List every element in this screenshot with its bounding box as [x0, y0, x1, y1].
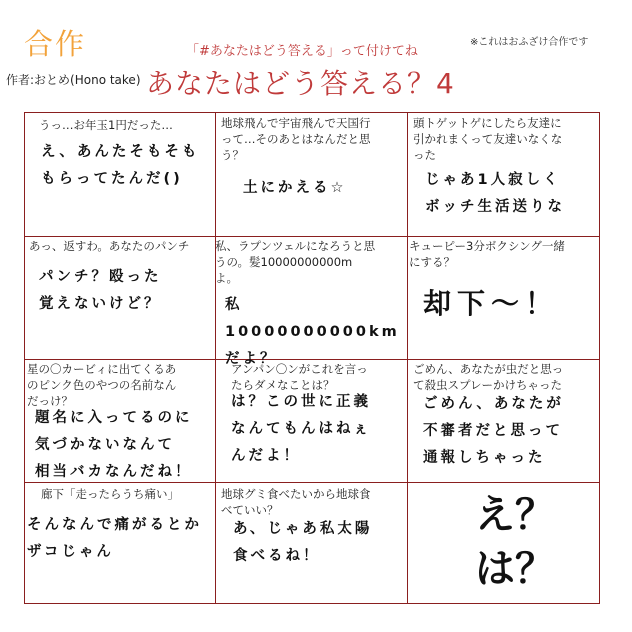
question-text: 頭トゲットゲにしたら友達に 引かれまくって友達いなくな った — [413, 116, 563, 162]
answer-text: そんなんで痛がるとか ザコじゃん — [27, 517, 202, 560]
answer-text: 土にかえる☆ — [243, 180, 347, 196]
question-text: ごめん、あなたが虫だと思っ て殺虫スプレーかけちゃった — [413, 362, 564, 392]
question-text: 地球飛んで宇宙飛んで天国行 って…そのあとはなんだと思 う？ — [221, 116, 371, 162]
qa-grid — [24, 112, 600, 604]
joke-collab-note: ※これはおふざけ合作です — [470, 37, 589, 48]
answer-text: パンチ？殴った 覚えないけど？ — [39, 269, 162, 312]
qa-cell — [25, 361, 215, 482]
qa-cell — [409, 238, 599, 359]
collab-title: 合作 — [24, 27, 87, 61]
hashtag-instruction: 「#あなたはどう答える」って付けてね — [186, 44, 418, 59]
page-title: あなたはどう答える？4 — [146, 67, 455, 100]
answer-text: え、あんたそもそも もらってたんだ() — [41, 144, 200, 187]
question-text: うっ…お年玉1円だった… — [39, 118, 173, 132]
question-text: 私、ラプンツェルになろうと思 うの。髪10000000000m よ。 — [215, 239, 376, 285]
question-text: 地球グミ食べたいから地球食 べていい？ — [221, 487, 371, 517]
qa-cell — [25, 238, 215, 359]
qa-cell — [409, 113, 599, 236]
question-text: 廊下「走ったらうち痛い」 — [41, 487, 179, 501]
grid-divider — [407, 113, 408, 603]
answer-text: 私10000000000km だよ？ — [225, 297, 400, 367]
qa-cell — [25, 484, 215, 603]
qa-cell — [25, 113, 215, 236]
answer-text: 却下〜！ — [423, 287, 560, 320]
answer-text: あ、じゃあ私太陽 食べるね！ — [233, 521, 373, 564]
qa-cell — [409, 361, 599, 482]
grid-divider — [215, 113, 216, 603]
grid-divider — [25, 236, 599, 237]
question-text: アンパン〇ンがこれを言っ たらダメなことは？ — [231, 362, 368, 392]
question-text: 星の〇カービィに出てくるあ のピンク色のやつの名前なん だっけ？ — [27, 362, 177, 408]
answer-text: え？ は？ — [475, 492, 555, 592]
qa-cell — [409, 484, 599, 603]
author-credit: 作者:おとめ(Hono take) — [6, 73, 141, 87]
qa-cell — [215, 238, 407, 367]
qa-cell — [217, 361, 407, 482]
qa-cell — [217, 113, 407, 236]
question-text: あっ、返すわ。あなたのパンチ — [29, 239, 190, 253]
answer-text: 題名に入ってるのに 気づかないなんて 相当バカなんだね！ — [35, 410, 193, 480]
answer-text: は？この世に正義 なんてもんはねぇ んだよ！ — [231, 394, 371, 464]
answer-text: じゃあ1人寂しく ボッチ生活送りな — [425, 172, 565, 215]
question-text: キューピー3分ボクシング一緒 にする？ — [409, 239, 565, 269]
qa-cell — [217, 484, 407, 603]
answer-text: ごめん、あなたが 不審者だと思って 通報しちゃった — [423, 396, 564, 466]
